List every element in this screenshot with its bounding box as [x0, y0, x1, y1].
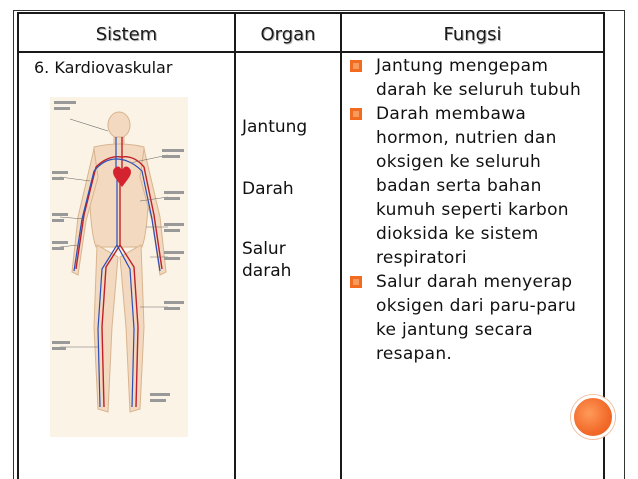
table-top-border — [17, 12, 605, 14]
decorative-circle-icon — [571, 395, 615, 439]
column-divider-left — [17, 12, 19, 479]
header-sistem: Sistem — [95, 24, 158, 45]
circulatory-system-diagram — [50, 97, 188, 437]
header-divider — [17, 51, 605, 53]
column-divider-organ — [234, 12, 236, 479]
organ-item-2: Darah — [242, 179, 294, 199]
square-bullet-icon — [350, 108, 362, 120]
column-divider-fungsi — [340, 12, 342, 479]
fungsi-item-1 — [350, 54, 600, 102]
sistem-value: 6. Kardiovaskular — [34, 58, 173, 77]
header-organ: Organ — [260, 24, 316, 45]
square-bullet-icon — [350, 60, 362, 72]
fungsi-item-3 — [350, 270, 600, 366]
human-body-illustration — [50, 97, 188, 437]
fungsi-text-1: Jantung mengepam darah ke seluruh tubuh — [376, 56, 582, 100]
fungsi-text-2: Darah membawa hormon, nutrien dan oksigen ke seluruh badan serta bahan kumuh seperti karbon dioksida ke sistem respiratori — [376, 104, 569, 268]
fungsi-text-3: Salur darah menyerap oksigen dari paru-paru ke jantung secara resapan. — [376, 272, 577, 364]
organ-item-3: Salur darah — [242, 239, 292, 281]
fungsi-list — [350, 54, 600, 366]
square-bullet-icon — [350, 276, 362, 288]
fungsi-item-2 — [350, 102, 600, 270]
header-fungsi: Fungsi — [443, 24, 502, 45]
organ-item-1: Jantung — [242, 117, 308, 137]
